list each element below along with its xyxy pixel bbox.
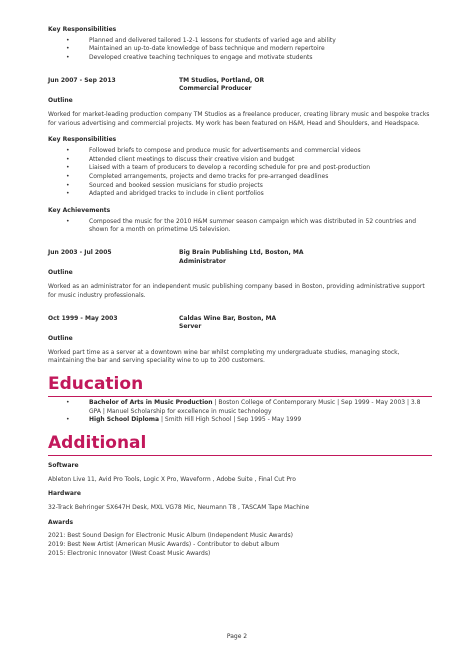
key-responsibilities-heading: Key Responsibilities (48, 26, 117, 33)
job-company: Caldas Wine Bar, Boston, MA (179, 314, 277, 322)
job-details (179, 77, 264, 94)
job-details (179, 315, 276, 332)
list-item: • Maintained an up-to-date knowledge of bass technique and modern repertoire (48, 45, 432, 54)
responsibilities-list (48, 147, 432, 199)
page-number: Page 2 (226, 633, 248, 640)
list-item: • Planned and delivered tailored 1-2-1 lessons for students of varied age and ability (48, 37, 432, 46)
hardware-heading: Hardware (48, 490, 81, 498)
job-role: Administrator (179, 257, 226, 265)
job-outline: Worked for market-leading production company TM Studios as a freelance producer, creating library music and bespoke tracks for various advertising and commercial projects. My work has been featured on H&M, Head and Shoulders, and Headspace. (48, 110, 430, 127)
award-item: 2015: Electronic Innovator (West Coast Music Awards) (48, 549, 211, 557)
job-date: Oct 1999 - May 2003 (48, 314, 118, 322)
job-role: Server (179, 323, 202, 331)
degree-details: | Boston College of Contemporary Music | Sep 1999 - May 2003 | 3.8 GPA | Manuel Scholarship for excellence in music technology (89, 398, 421, 415)
key-achievements-heading: Key Achievements (48, 207, 111, 214)
job-outline: Worked part time as a server at a downtown wine bar whilst completing my undergraduate studies, managing stock, maintaining the bar and serving speciality wine to up to 200 customers. (48, 348, 400, 365)
section-divider (48, 396, 432, 397)
job-header (48, 249, 432, 266)
achievements-list (48, 218, 432, 235)
outline-heading: Outline (48, 334, 73, 342)
list-item: • Completed arrangements, projects and demo tracks for pre-arranged deadlines (48, 173, 432, 182)
list-item (48, 399, 432, 416)
list-item: • Followed briefs to compose and produce music for advertisements and commercial videos (48, 147, 432, 156)
list-item: • Developed creative teaching techniques to engage and motivate students (48, 54, 432, 63)
outline-heading: Outline (48, 269, 73, 277)
list-item (48, 416, 432, 425)
job-outline: Worked as an administrator for an independent music publishing company based in Boston, providing administrative support for music industry professionals. (48, 283, 425, 299)
job-details (179, 249, 304, 266)
software-heading: Software (48, 462, 79, 469)
education-title: Education (48, 373, 144, 394)
job-company: TM Studios, Portland, OR (179, 76, 265, 84)
job-date: Jun 2007 - Sep 2013 (48, 76, 116, 84)
job-date: Jun 2003 - Jul 2005 (48, 249, 112, 257)
list-item: • Sourced and booked session musicians for studio projects (48, 182, 432, 191)
list-item: • Adapted and abridged tracks to include in client portfolios (48, 190, 432, 199)
additional-title: Additional (48, 433, 147, 453)
degree-name: Bachelor of Arts in Music Production (89, 398, 213, 406)
education-section (48, 373, 432, 425)
section-divider (48, 455, 432, 456)
award-item: 2019: Best New Artist (American Music Awards) - Contributor to debut album (48, 541, 280, 549)
job-company: Big Brain Publishing Ltd, Boston, MA (179, 249, 304, 257)
job-header (48, 77, 432, 94)
responsibilities-list (48, 37, 432, 63)
list-item: • Liaised with a team of producers to develop a recording schedule for pre and post-production (48, 164, 432, 173)
awards-list (48, 532, 432, 558)
education-list (48, 399, 432, 425)
software-list: Ableton Live 11, Avid Pro Tools, Logic X Pro, Waveform , Adobe Suite , Final Cut Pro (48, 475, 296, 483)
degree-details: | Smith Hill High School | Sep 1995 - May 1999 (159, 416, 302, 424)
additional-section (48, 435, 432, 559)
job-header (48, 315, 432, 332)
key-responsibilities-heading: Key Responsibilities (48, 136, 117, 144)
hardware-list: 32-Track Behringer SX647H Desk, MXL VG78 Mic, Neumann T8 , TASCAM Tape Machine (48, 504, 310, 512)
list-item: • Composed the music for the 2010 H&M summer season campaign which was distributed in 52 countries and shown for a month on primetime US television. (48, 218, 432, 235)
job-role: Commercial Producer (179, 85, 252, 93)
outline-heading: Outline (48, 97, 73, 105)
list-item: • Attended client meetings to discuss their creative vision and budget (48, 156, 432, 165)
resume-content (48, 26, 432, 559)
awards-heading: Awards (48, 518, 74, 526)
degree-name: High School Diploma (89, 416, 160, 424)
award-item: 2021: Best Sound Design for Electronic Music Album (Independent Music Awards) (48, 532, 293, 540)
